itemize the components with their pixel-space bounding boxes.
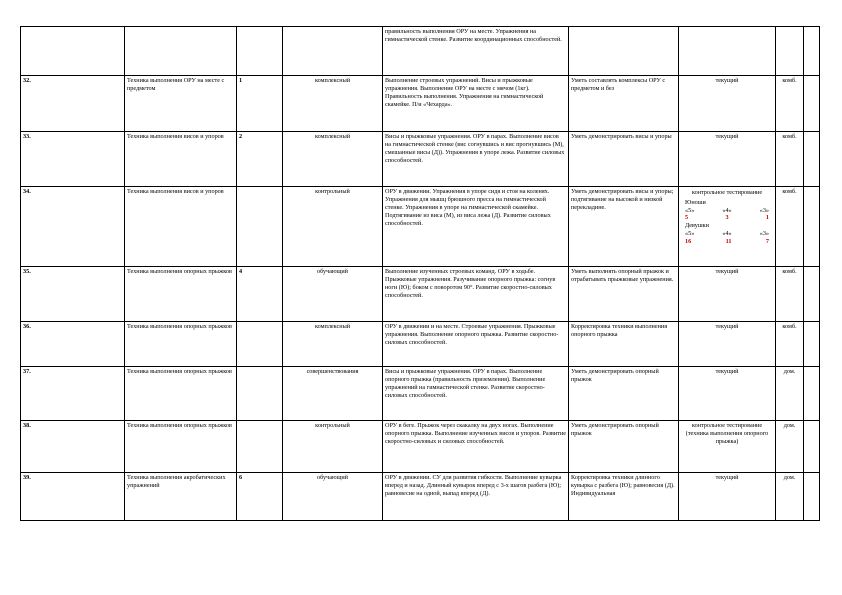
lesson-homework: комб. [776,187,804,267]
lesson-control: контрольное тестирование (техника выполнения опорного прыжка) [679,421,776,473]
mark-5: «5» [685,206,695,214]
lesson-skills: Уметь выполнять опорный прыжок и отрабатывать прыжковые упражнения. [569,267,679,322]
lesson-control: текущий [679,322,776,367]
mark-3: «3» [759,206,769,214]
lesson-topic [125,27,237,76]
lesson-number: 33. [21,132,125,187]
lesson-homework: дом. [776,473,804,521]
lesson-hours: 1 [237,76,283,132]
lesson-control [679,27,776,76]
lesson-skills: Корректировка техники выполнения опорного прыжка [569,322,679,367]
lesson-topic: Техника выполнения опорных прыжков [125,421,237,473]
table-row [21,267,820,322]
lesson-number: 35. [21,267,125,322]
mark-4: «4» [722,229,732,237]
lesson-skills: Уметь демонстрировать опорный прыжок [569,421,679,473]
lesson-hours [237,187,283,267]
lesson-content: ОРУ в беге. Прыжок через скакалку на двух ногах. Выполнение опорного прыжка. Выполнение изученных висов и упоров. Развитие скоростно-силовых и силовых способностей. [383,421,569,473]
lesson-skills: Уметь демонстрировать висы и упоры; подтягивание на высокой и низкой перекладине. [569,187,679,267]
lesson-number: 34. [21,187,125,267]
lesson-hours: 6 [237,473,283,521]
girls-marks-row [681,230,773,238]
lesson-type: комплексный [283,132,383,187]
table-row [21,187,820,267]
lesson-skills: Уметь составлять комплексы ОРУ с предметом и без [569,76,679,132]
lesson-topic: Техника выполнения акробатических упражнений [125,473,237,521]
value-3: 7 [765,237,769,245]
lesson-control: контрольное тестирование [691,189,763,196]
empty-cell [804,421,820,473]
lesson-plan-table [20,26,820,521]
lesson-homework: комб. [776,76,804,132]
lesson-topic: Техника выполнения опорных прыжков [125,267,237,322]
lesson-skills: Корректировка техники длинного кувырка с разбега (Ю); равновесия (Д). Индивидуальная [569,473,679,521]
mark-5: «5» [685,229,695,237]
value-3: 1 [765,214,769,222]
table-row [21,421,820,473]
lesson-content: Висы и прыжковые упражнения. ОРУ в парах. Выполнение опорного прыжка (правильность приземления). Выполнение упражнений на гимнастической стенке. Развитие скоростно-силовых способностей. [383,367,569,421]
empty-cell [804,27,820,76]
lesson-homework: комб. [776,267,804,322]
empty-cell [804,367,820,421]
lesson-hours: 2 [237,132,283,187]
lesson-number: 36. [21,322,125,367]
lesson-content: ОРУ в движении. СУ для развития гибкости. Выполнение кувырка вперед и назад. Длинный кувырок вперед с 3-х шагов разбега (Ю); равновесие на одной, выпад вперед (Д). [383,473,569,521]
lesson-hours [237,322,283,367]
lesson-topic: Техника выполнения опорных прыжков [125,367,237,421]
lesson-type: комплексный [283,76,383,132]
lesson-content: Выполнение строевых упражнений. Висы и прыжковые упражнения. Выполнение ОРУ на месте с мячом (1кг). Правильность выполнения. Упражнения на гимнастической скамейке. П/и «Чехарда». [383,76,569,132]
empty-cell [804,187,820,267]
table-row [21,76,820,132]
girls-values-row [681,238,773,246]
lesson-type: контрольный [283,421,383,473]
empty-cell [804,132,820,187]
lesson-homework [776,27,804,76]
lesson-type [283,27,383,76]
lesson-control: текущий [679,267,776,322]
lesson-topic: Техника выполнения висов и упоров [125,132,237,187]
mark-3: «3» [759,229,769,237]
lesson-homework: дом. [776,367,804,421]
lesson-content: Выполнение изученных строевых команд. ОРУ в ходьбе. Прыжковые упражнения. Разучивание опорного прыжка: согнув ноги (Ю); боком с поворотом 90°. Развитие скоростно-силовых способностей. [383,267,569,322]
table-row [21,322,820,367]
lesson-number: 32. [21,76,125,132]
lesson-topic: Техника выполнения опорных прыжков [125,322,237,367]
lesson-type: контрольный [283,187,383,267]
value-4: 3 [725,214,729,222]
lesson-skills: Уметь демонстрировать висы и упоры [569,132,679,187]
boys-values-row [681,214,773,222]
lesson-content: ОРУ в движении. Упражнения в упоре сидя и стоя на коленях. Упражнения для мышц брюшного пресса на гимнастической стенке. Упражнения в упоре на гимнастической скамейке. Подтягивание из виса (М), из виса лежа (Д). Развитие силовых способностей. [383,187,569,267]
empty-cell [804,267,820,322]
table-row [21,473,820,521]
lesson-skills [569,27,679,76]
lesson-content: правильность выполнения ОРУ на месте. Упражнения на гимнастической стенке. Развитие координационных способностей. [383,27,569,76]
lesson-hours [237,421,283,473]
lesson-number: 37. [21,367,125,421]
lesson-type: совершенствования [283,367,383,421]
lesson-control: текущий [679,473,776,521]
lesson-number: 38. [21,421,125,473]
lesson-homework: комб. [776,322,804,367]
boys-label: Юноши [685,198,706,206]
value-5: 5 [685,214,689,222]
lesson-control: текущий [679,367,776,421]
value-4: 11 [725,237,732,245]
lesson-type: обучающий [283,473,383,521]
test-results [681,199,773,245]
empty-cell [804,322,820,367]
mark-4: «4» [722,206,732,214]
lesson-content: Висы и прыжковые упражнения. ОРУ в парах. Выполнение висов на гимнастической стенке (вис согнувшись и вис прогнувшись (М), смешанные висы (Д)). Упражнения в упоре лежа. Развитие силовых способностей. [383,132,569,187]
lesson-hours [237,27,283,76]
table-row [21,27,820,76]
lesson-number [21,27,125,76]
lesson-control: текущий [679,76,776,132]
lesson-topic: Техника выполнения висов и упоров [125,187,237,267]
lesson-homework: комб. [776,132,804,187]
lesson-type: комплексный [283,322,383,367]
lesson-control: текущий [679,132,776,187]
lesson-hours [237,367,283,421]
lesson-content: ОРУ в движении и на месте. Строевые упражнения. Прыжковые упражнения. Выполнение опорного прыжка. Развитие скоростно-силовых способностей. [383,322,569,367]
table-row [21,132,820,187]
boys-marks-row [681,207,773,215]
empty-cell [804,76,820,132]
lesson-control-cell [679,187,776,267]
empty-cell [804,473,820,521]
table-row [21,367,820,421]
value-5: 16 [685,237,692,245]
lesson-type: обучающий [283,267,383,322]
lesson-topic: Техника выполнения ОРУ на месте с предметом [125,76,237,132]
lesson-homework: дом. [776,421,804,473]
lesson-hours: 4 [237,267,283,322]
girls-label: Девушки [685,222,709,229]
lesson-number: 39. [21,473,125,521]
lesson-skills: Уметь демонстрировать опорный прыжок [569,367,679,421]
